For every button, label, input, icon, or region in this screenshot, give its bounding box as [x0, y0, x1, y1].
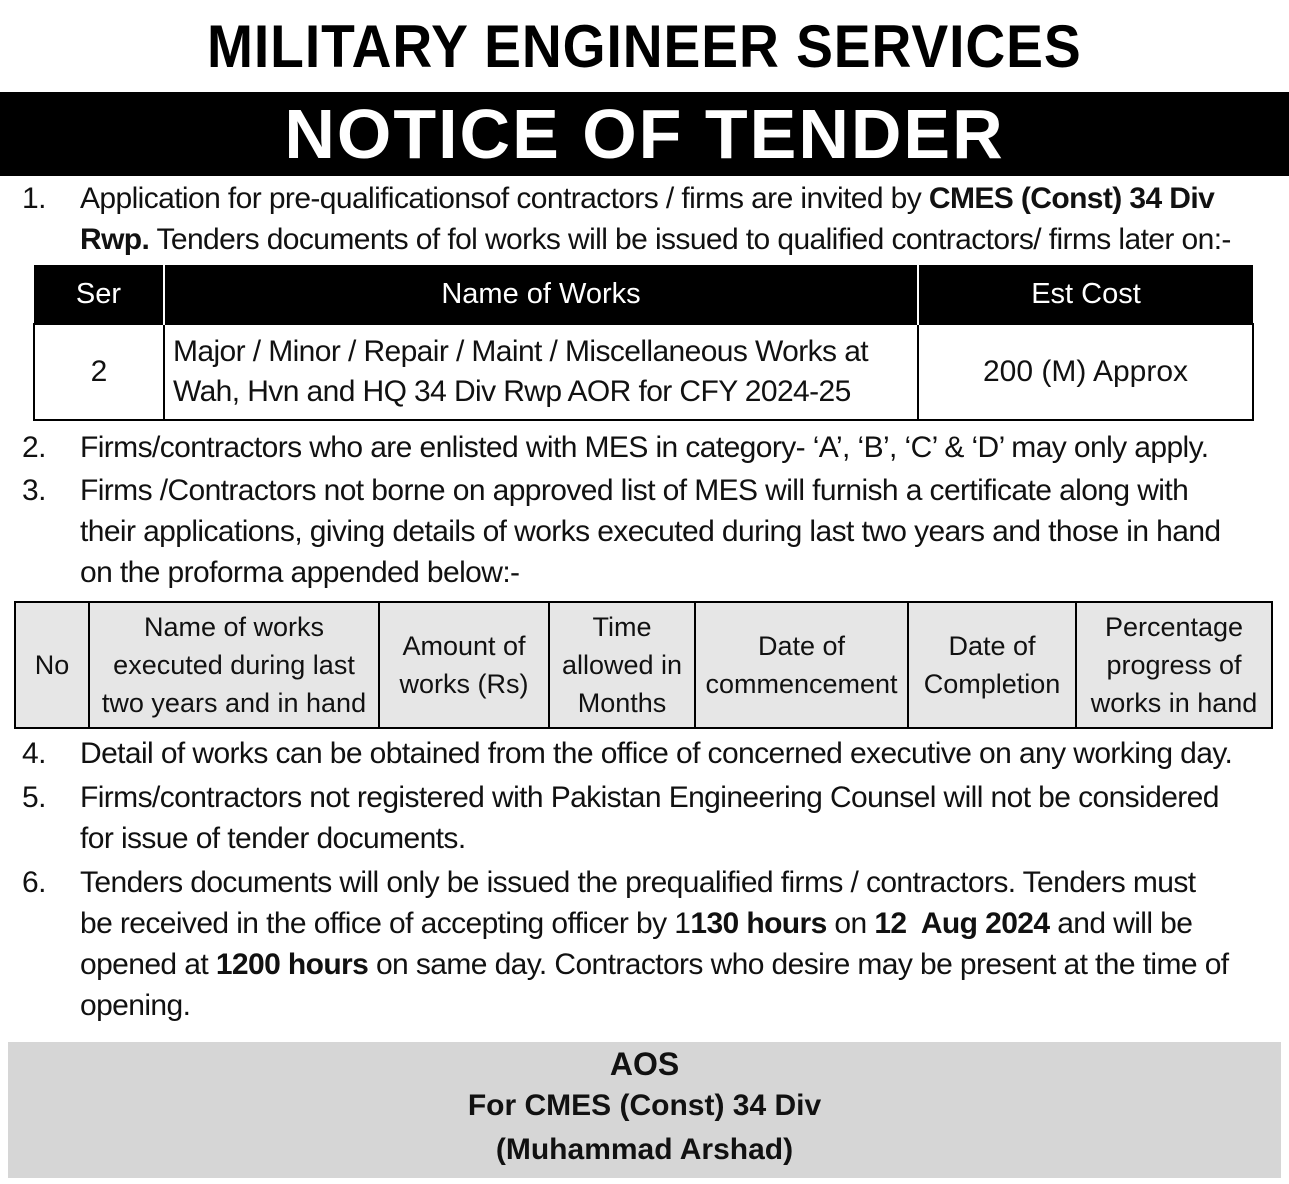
paragraph-text: Detail of works can be obtained from the office of concerned executive on any working day. [80, 737, 1233, 770]
col-label: allowed in [561, 650, 683, 680]
signature-block [8, 1042, 1281, 1178]
paragraph-number: 5. [22, 781, 46, 814]
signatory-name: (Muhammad Arshad) [495, 1133, 794, 1166]
issuer-bold: CMES (Const) 34 Div [928, 182, 1215, 215]
notice-title: NOTICE OF TENDER [284, 95, 1005, 173]
paragraph-text: Tenders documents of fol works will be issued to qualified contractors/ firms later on:- [149, 223, 1231, 256]
col-no [15, 602, 89, 728]
col-amount [379, 602, 549, 728]
col-label: two years and in hand [101, 688, 367, 718]
col-label: Date of [948, 631, 1036, 661]
paragraph-text: on the proforma appended below:- [80, 556, 520, 589]
paragraph-6 [0, 862, 1289, 1026]
col-label: works (Rs) [399, 669, 529, 699]
paragraph-2 [0, 427, 1289, 468]
paragraph-text: Tenders documents will only be issued the prequalified firms / contractors. Tenders must [80, 866, 1196, 899]
paragraph-text: Application for pre-qualificationsof contractors / firms are invited by [80, 182, 929, 215]
col-label: Amount of [402, 631, 526, 661]
proforma-header-row [15, 602, 1272, 728]
issuer-city-bold: Rwp. [80, 223, 150, 256]
paragraph-number: 3. [22, 474, 46, 507]
col-label: Completion [923, 669, 1061, 699]
paragraph-text: Firms/contractors not registered with Pakistan Engineering Counsel will not be considered [80, 781, 1219, 814]
col-percentage-progress [1076, 602, 1272, 728]
paragraph-4 [0, 733, 1289, 774]
org-header [0, 0, 1289, 92]
col-label: Percentage [1104, 612, 1244, 642]
table-row [34, 324, 1253, 420]
paragraph-number: 6. [22, 866, 46, 899]
header-name-of-works: Name of Works [164, 265, 918, 324]
paragraph-text: on [826, 907, 875, 940]
paragraph-5 [0, 777, 1289, 859]
cell-est-cost: 200 (M) Approx [918, 324, 1253, 420]
paragraph-text: and will be [1049, 907, 1193, 940]
col-label: executed during last [113, 650, 355, 680]
paragraph-3 [0, 470, 1289, 593]
works-name-line: Wah, Hvn and HQ 34 Div Rwp AOR for CFY 2024-25 [173, 375, 851, 408]
aos-label: AOS [609, 1046, 680, 1082]
proforma-table [14, 601, 1273, 729]
cell-name-of-works [164, 324, 918, 420]
col-label: Months [577, 688, 667, 718]
paragraph-text: their applications, giving details of works executed during last two years and those in hand [80, 515, 1221, 548]
col-label: progress of [1106, 650, 1242, 680]
paragraph-text: Firms/contractors who are enlisted with MES in category- ‘A’, ‘B’, ‘C’ & ‘D’ may only apply. [80, 431, 1209, 464]
paragraph-6-line-2 [80, 903, 1267, 944]
paragraph-number: 2. [22, 431, 46, 464]
deadline-time-bold: 130 hours [690, 907, 827, 940]
col-label: works in hand [1090, 688, 1258, 718]
col-name-of-works [89, 602, 379, 728]
paragraph-text: for issue of tender documents. [80, 822, 466, 855]
col-label: Date of [757, 631, 846, 661]
works-name-line: Major / Minor / Repair / Maint / Miscellaneous Works at [173, 335, 869, 368]
paragraph-1 [0, 178, 1289, 260]
paragraph-6-line-3 [80, 944, 1267, 985]
paragraph-number: 4. [22, 737, 46, 770]
paragraph-text: opened at [80, 948, 216, 981]
col-date-commencement [695, 602, 908, 728]
paragraph-1-line-1 [80, 178, 1267, 219]
paragraph-text: on same day. Contractors who desire may be present at the time of [368, 948, 1229, 981]
paragraph-number: 1. [22, 182, 46, 215]
col-time-allowed [549, 602, 695, 728]
col-label: Name of works [143, 612, 325, 642]
header-est-cost: Est Cost [918, 265, 1253, 324]
issuer-line: For CMES (Const) 34 Div [467, 1089, 822, 1122]
header-ser: Ser [34, 265, 164, 324]
paragraph-text: opening. [80, 989, 191, 1022]
col-label: Time [592, 612, 652, 642]
col-date-completion [908, 602, 1076, 728]
opening-time-bold: 1200 hours [215, 948, 369, 981]
table-header-row [34, 265, 1253, 324]
col-label: No [34, 650, 70, 680]
col-label: commencement [705, 669, 898, 699]
paragraph-1-line-2 [80, 219, 1267, 260]
works-table [33, 265, 1254, 421]
org-name: MILITARY ENGINEER SERVICES [207, 12, 1082, 80]
paragraph-text: be received in the office of accepting officer by 1 [80, 907, 691, 940]
cell-ser: 2 [34, 324, 164, 420]
title-banner [0, 92, 1289, 176]
paragraph-text: Firms /Contractors not borne on approved list of MES will furnish a certificate along with [80, 474, 1189, 507]
deadline-date-bold: 12 Aug 2024 [874, 907, 1050, 940]
